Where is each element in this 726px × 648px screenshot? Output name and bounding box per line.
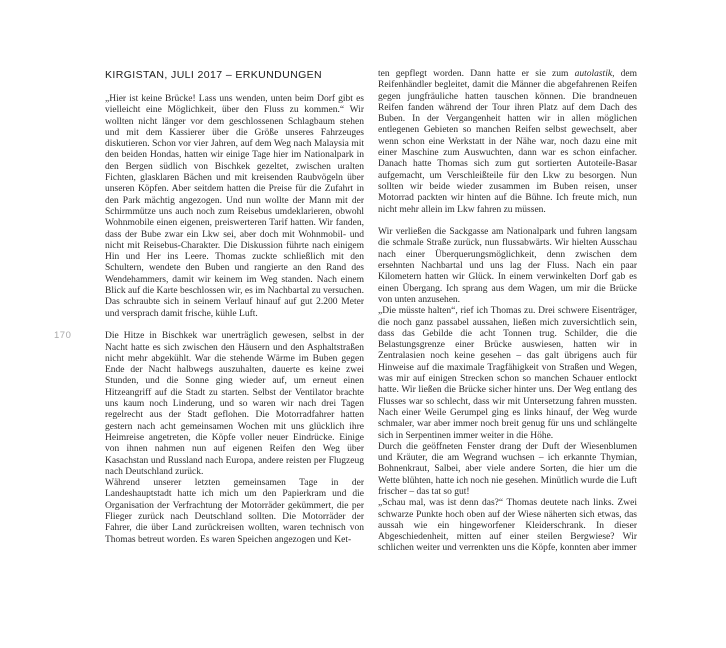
page-number: 170 xyxy=(54,330,72,341)
body-paragraph: „Die müsste halten“, rief ich Thomas zu. Drei schwere Eisenträger, die noch ganz passabel aussahen, ließen mich zuversichtlich sein, dass das Gebilde die acht Tonnen trug. Schilder, die die Belastungsgrenze einer Brücke auswiesen, hatten wir in Zentralasien noch keine gesehen – das galt übrigens auch für Hinweise auf die maximale Tragfähigkeit von Straßen und Wegen, was mir auf einigen Strecken schon so manchen Schauer entlockt hatte. Wir ließen die Brücke sicher hinter uns. Der Weg entlang des Flusses war so schlecht, dass wir mit Untersetzung fahren mussten. Nach einer Weile Gerumpel ging es links hinauf, der Weg wurde schmaler, war aber immer noch breit genug für uns und schlängelte sich in Serpentinen immer weiter in die Höhe. xyxy=(378,306,637,441)
body-paragraph xyxy=(378,69,637,216)
body-paragraph: „Hier ist keine Brücke! Lass uns wenden, unten beim Dorf gibt es vielleicht eine Möglichkeit, über den Fluss zu kommen.“ Wir wollten nicht länger vor dem geschlossenen Schlagbaum stehen und mit dem Kassierer über die Größe unseres Fahrzeuges diskutieren. Schon vor vier Jahren, auf dem Weg nach Malaysia mit den beiden Hondas, hatten wir einige Tage hier im Nationalpark in den Bergen südlich von Bischkek gezeltet, zwischen uralten Fichten, glasklaren Bächen und mit kreisenden Raubvögeln über unseren Köpfen. Aber seitdem hatten die Preise für die Zufahrt in den Park mächtig angezogen. Und nun wollte der Mann mit der Schirmmütze uns auch noch zum Reisebus umdeklarieren, obwohl Wohnmobile einen eigenen, preiswerteren Tarif hatten. Wir fanden, dass der Bube zwar ein Lkw sei, aber doch mit Wohnmobil- und nicht mit Reisebus-Charakter. Die Diskussion führte nach einigem Hin und Her ins Leere. Thomas zuckte schließlich mit den Schultern, wendete den Buben und rangierte an den Rand des Wendehammers, damit wir keinem im Weg standen. Nach einem Blick auf die Karte beschlossen wir, es im Nachbartal zu versuchen. Das schraubte sich in seinem Verlauf hinauf auf gut 2.200 Meter und versprach damit frische, kühle Luft. xyxy=(105,94,364,319)
body-paragraph: Durch die geöffneten Fenster drang der Duft der Wiesenblumen und Kräuter, die am Wegrand wuchsen – ich erkannte Thymian, Bohnenkraut, Salbei, aber viele andere Sorten, die hier um die Wette blühten, hatte ich noch nie gesehen. Minütlich wurde die Luft frischer – das tat so gut! xyxy=(378,441,637,497)
body-paragraph: „Schau mal, was ist denn das?“ Thomas deutete nach links. Zwei schwarze Punkte hoch oben auf der Wiese näherten sich etwas, das aussah wie ein hingeworfener Kleiderschrank. In dieser Abgeschiedenheit, mitten auf einer steilen Bergwiese? Wir schlichen weiter und verrenkten uns die Köpfe, konnten aber immer xyxy=(378,498,637,554)
paragraph-text: ten gepflegt worden. Dann hatte er sie zum xyxy=(378,69,575,79)
body-paragraph: Während unserer letzten gemeinsamen Tage in der Landeshauptstadt hatte ich mich um den Papierkram und die Organisation der Verfrachtung der Motorräder gekümmert, die per Flieger zurück nach Deutschland sollten. Die Motorräder der Fahrer, die über Land zurückreisen wollten, waren technisch von Thomas betreut worden. Es waren Speichen angezogen und Ket- xyxy=(105,478,364,545)
italic-term: autolastik xyxy=(574,69,613,79)
chapter-title: KIRGISTAN, JULI 2017 – ERKUNDUNGEN xyxy=(105,69,323,81)
text-column-left xyxy=(105,94,364,564)
text-column-right xyxy=(378,69,637,564)
paragraph-text: , dem Reifenhändler begleitet, damit die Männer die abgefahrenen Reifen gegen jungfräuliche hatten tauschen können. Die brandneuen Reifen fanden während der Tour ihren Platz auf dem Dach des Buben. In der Vergangenheit hatten wir in allen möglichen entlegenen Gebieten so manchen Reifen selbst gewechselt, aber wenn schon eine Werkstatt in der Nähe war, noch dazu eine mit einer Maschine zum Auswuchten, dann war es schon einfacher. Danach hatte Thomas sich zum gut sortierten Autoteile-Basar aufgemacht, um Verschleißteile für den Lkw zu besorgen. Nun sollten wir beide wieder zusammen im Buben reisen, unser Motorrad packten wir hinten auf die Bühne. Ich freute mich, nun nicht mehr allein im Lkw fahren zu müssen. xyxy=(378,69,637,215)
body-paragraph: Wir verließen die Sackgasse am Nationalpark und fuhren langsam die schmale Straße zurück, nun flussabwärts. Wir hielten Ausschau nach einer Überquerungsmöglichkeit, denn zwischen dem ersehnten Nachbartal und uns lag der Fluss. Nach ein paar Kilometern hatten wir Glück. In einem verwinkelten Dorf gab es einen Übergang. Ich sprang aus dem Wagen, um mir die Brücke von unten anzusehen. xyxy=(378,227,637,305)
body-paragraph: Die Hitze in Bischkek war unerträglich gewesen, selbst in der Nacht hatte es sich zwischen den Häusern und den Asphaltstraßen nicht mehr abgekühlt. War die stehende Wärme im Buben gegen Ende der Nacht halbwegs auszuhalten, dauerte es keine zwei Stunden, und die Sonne ging wieder auf, um erneut einen Hitzeangriff auf die Stadt zu starten. Selbst der Ventilator brachte uns kaum noch Linderung, und so waren wir nach drei Tagen regelrecht aus der Stadt geflohen. Die Motorradfahrer hatten gestern nach acht gemeinsamen Wochen mit uns glücklich ihre Heimreise angetreten, die Köpfe voller neuer Eindrücke. Einige von ihnen nahmen nun auf eigenen Reifen den Weg über Kasachstan und Russland nach Europa, andere reisten per Flugzeug nach Deutschland zurück. xyxy=(105,331,364,477)
